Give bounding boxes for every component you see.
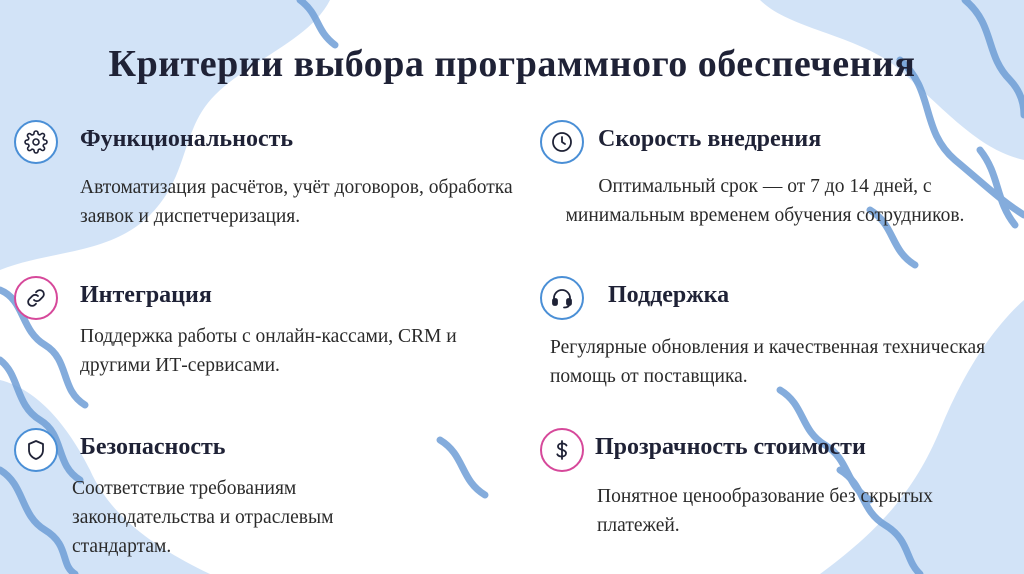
- criterion-text-support: Регулярные обновления и качественная техническая помощь от поставщика.: [550, 337, 986, 387]
- criterion-text-functionality: Автоматизация расчётов, учёт договоров, обработка заявок и диспетчеризация.: [80, 177, 513, 227]
- criterion-text-speed: Оптимальный срок — от 7 до 14 дней, с минимальным временем обучения сотрудников.: [565, 176, 965, 226]
- criterion-heading-support: Поддержка: [608, 282, 730, 308]
- criterion-text-pricing: Понятное ценообразование без скрытых платежей.: [597, 486, 933, 536]
- clock-icon: [540, 120, 584, 164]
- criterion-text-security: Соответствие требованиям законодательства и отраслевым стандартам.: [72, 478, 334, 557]
- wave-bottom-mid: [440, 440, 485, 495]
- headset-icon: [540, 276, 584, 320]
- criterion-heading-security: Безопасность: [80, 434, 226, 460]
- link-icon: [14, 276, 58, 320]
- dollar-icon: [540, 428, 584, 472]
- criterion-heading-speed: Скорость внедрения: [598, 126, 822, 152]
- criterion-heading-integration: Интеграция: [80, 282, 212, 308]
- criterion-heading-pricing: Прозрачность стоимости: [595, 434, 866, 460]
- criterion-heading-functionality: Функциональность: [80, 126, 294, 152]
- shield-icon: [14, 428, 58, 472]
- gear-icon: [14, 120, 58, 164]
- criterion-text-integration: Поддержка работы с онлайн-кассами, CRM и другими ИТ-сервисами.: [80, 326, 457, 376]
- slide-title: Критерии выбора программного обеспечения: [108, 43, 916, 85]
